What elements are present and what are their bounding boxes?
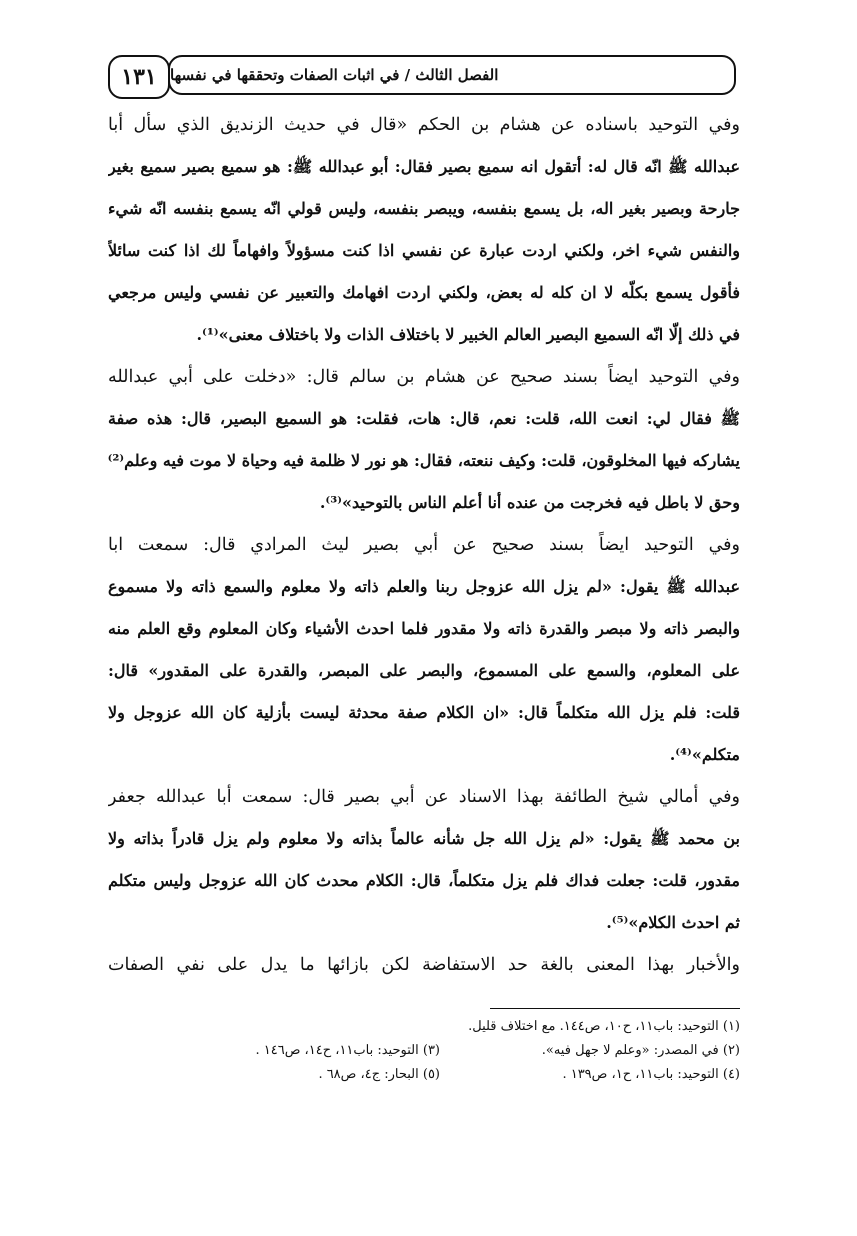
footnotes [108, 1015, 740, 1087]
text-line: فأقول يسمع بكلّه لا ان كله له بعض، ولكني اردت افهامك والتعبير عن نفسي وليس مرجعي [108, 283, 740, 302]
footnote-row [108, 1039, 740, 1063]
page-header [108, 55, 740, 99]
text-line: عبدالله ﷺ انّه قال له: أتقول انه سميع بصير فقال: أبو عبدالله ﷺ: هو سميع بصير سميع بغير [108, 157, 740, 176]
text-line: وفي التوحيد ايضاً بسند صحيح عن أبي بصير ليث المرادي قال: سمعت ابا [108, 535, 740, 555]
text-line: يشاركه فيها المخلوقون، قلت: وكيف ننعته، فقال: هو نور لا ظلمة فيه وحياة لا موت فيه وعلم⁽²⁾ [108, 451, 740, 470]
text-line: جارحة وبصير بغير اله، بل يسمع بنفسه، ويبصر بنفسه، وليس قولي انّه يسمع بنفسه انّه شيء [108, 199, 740, 218]
main-text [108, 104, 740, 986]
text-line: والنفس شيء اخر، ولكني اردت عبارة عن نفسي اذا كنت مسؤولاً وافهاماً لك اذا كنت سائلاً [108, 241, 740, 260]
text-line: وحق لا باطل فيه فخرجت من عنده أنا أعلم الناس بالتوحيد»⁽³⁾. [319, 493, 740, 512]
page-number: ١٣١ [108, 55, 170, 99]
text-line: في ذلك إلّا انّه السميع البصير العالم الخبير لا باختلاف الذات ولا باختلاف معنى»⁽¹⁾. [196, 325, 740, 344]
footnote-divider [490, 1008, 740, 1009]
footnote-3: (٣) التوحيد: باب١١، ح١٤، ص١٤٦ . [255, 1043, 440, 1058]
paragraph-1 [108, 104, 740, 356]
footnote-5: (٥) البحار: ج٤، ص٦٨ . [318, 1067, 440, 1082]
paragraph-2 [108, 356, 740, 524]
text-line: على المعلوم، والسمع على المسموع، والبصر على المبصر، والقدرة على المقدور» قال: [108, 661, 740, 680]
footnote-1: (١) التوحيد: باب١١، ح١٠، ص١٤٤. مع اختلاف قليل. [468, 1019, 740, 1034]
chapter-title: الفصل الثالث / في اثبات الصفات وتحققها في نفسها [168, 55, 736, 95]
paragraph-5 [108, 944, 740, 986]
text-line: والبصر ذاته ولا مبصر والقدرة ذاته ولا مقدور فلما احدث الأشياء وكان المعلوم وقع العلم منه [108, 619, 740, 638]
text-line: مقدور، قلت: جعلت فداك فلم يزل متكلماً، قال: الكلام محدث كان الله عزوجل وليس متكلم [108, 871, 740, 890]
text-line: قلت: فلم يزل الله متكلماً قال: «ان الكلام صفة محدثة ليست بأزلية كان الله عزوجل ولا [108, 703, 740, 722]
text-line: وفي التوحيد باسناده عن هشام بن الحكم «قال في حديث الزنديق الذي سأل أبا [108, 115, 740, 135]
text-line: ثم احدث الكلام»⁽⁵⁾. [606, 913, 740, 932]
footnote-4: (٤) التوحيد: باب١١، ح١، ص١٣٩ . [562, 1067, 740, 1082]
text-line: وفي أمالي شيخ الطائفة بهذا الاسناد عن أبي بصير قال: سمعت أبا عبدالله جعفر [108, 787, 740, 807]
text-line: متكلم»⁽⁴⁾. [669, 745, 740, 764]
text-line: وفي التوحيد ايضاً بسند صحيح عن هشام بن سالم قال: «دخلت على أبي عبدالله [108, 367, 740, 387]
footnote-2: (٢) في المصدر: «وعلم لا جهل فيه». [541, 1043, 740, 1058]
paragraph-3 [108, 524, 740, 776]
paragraph-4 [108, 776, 740, 944]
footnote-row [108, 1063, 740, 1087]
text-line: ﷺ فقال لي: انعت الله، قلت: نعم، قال: هات، فقلت: هو السميع البصير، قال: هذه صفة [108, 409, 740, 428]
text-line: والأخبار بهذا المعنى بالغة حد الاستفاضة لكن بازائها ما يدل على نفي الصفات [108, 955, 740, 975]
text-line: بن محمد ﷺ يقول: «لم يزل الله جل شأنه عالماً بذاته ولا معلوم ولم يزل قادراً بذاته ولا [108, 829, 740, 848]
text-line: عبدالله ﷺ يقول: «لم يزل الله عزوجل ربنا والعلم ذاته ولا معلوم والسمع ذاته ولا مسموع [108, 577, 740, 596]
